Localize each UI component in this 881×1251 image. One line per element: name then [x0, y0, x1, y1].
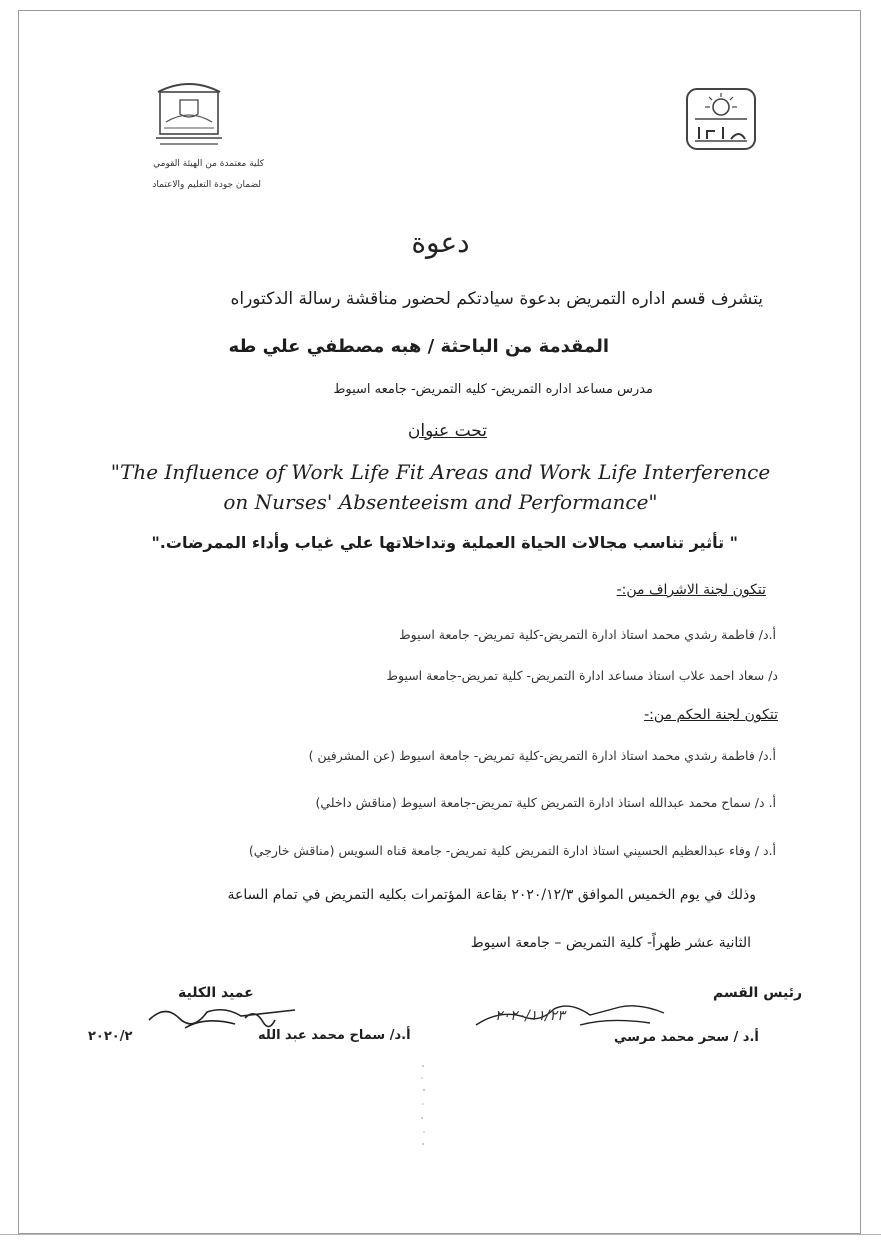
- invitation-title: دعوة: [411, 226, 470, 259]
- department-head-title: رئيس القسم: [713, 985, 803, 1001]
- invitation-intro: يتشرف قسم اداره التمريض بدعوة سيادتكم لحضور مناقشة رسالة الدكتوراه: [230, 289, 763, 309]
- judging-member: أ. د/ سماح محمد عبدالله استاذ ادارة التمريض كلية تمريض-جامعة اسيوط (مناقش داخلي): [315, 795, 776, 810]
- judging-member: أ.د / وفاء عبدالعظيم الحسيني استاذ ادارة التمريض كلية تمريض- جامعة قناه السويس (مناقش خارجي): [248, 843, 776, 858]
- thesis-title-english-line-2: on Nurses' Absenteeism and Performance": [223, 490, 658, 514]
- judging-member: أ.د/ فاطمة رشدي محمد استاذ ادارة التمريض-كلية تمريض- جامعة اسيوط (عن المشرفين ): [308, 748, 776, 763]
- dean-title: عميد الكلية: [178, 985, 254, 1001]
- accreditation-line-2: لضمان جودة التعليم والاعتماد: [152, 180, 261, 190]
- dean-date: ٢٠٢٠/٢: [88, 1029, 133, 1044]
- supervision-member: د/ سعاد احمد علاب استاذ مساعد ادارة التمريض- كلية تمريض-جامعة اسيوط: [386, 668, 778, 683]
- scan-noise-mark: [418, 1060, 428, 1150]
- thesis-title-arabic: " تأثير تناسب مجالات الحياة العملية وتداخلاتها علي غياب وأداء الممرضات.": [151, 533, 738, 552]
- judging-committee-heading: تتكون لجنة الحكم من:-: [644, 707, 778, 723]
- department-head-name: أ.د / سحر محمد مرسي: [614, 1030, 759, 1045]
- dean-name: أ.د/ سماح محمد عبد الله: [258, 1028, 411, 1043]
- scan-edge-line: [0, 1234, 881, 1235]
- researcher-name: المقدمة من الباحثة / هبه مصطفي علي طه: [228, 336, 609, 357]
- thesis-title-english-line-1: "The Influence of Work Life Fit Areas and Work Life Interference: [110, 460, 771, 484]
- accreditation-line-1: كلية معتمدة من الهيئة القومي: [153, 159, 264, 169]
- faculty-seal-logo: [150, 78, 228, 148]
- department-head-handwritten-date: ٢٠٢٠/١١/٢٣: [495, 1008, 565, 1024]
- supervision-member: أ.د/ فاطمة رشدي محمد استاذ ادارة التمريض-كلية تمريض- جامعة اسيوط: [399, 627, 776, 642]
- under-title-label: تحت عنوان: [407, 421, 487, 441]
- page-border: [18, 10, 861, 1234]
- university-logo: [683, 83, 759, 153]
- defense-date-line: وذلك في يوم الخميس الموافق ٢٠٢٠/١٢/٣ بقاعة المؤتمرات بكليه التمريض في تمام الساعة: [227, 887, 756, 903]
- researcher-position: مدرس مساعد اداره التمريض- كليه التمريض- جامعه اسيوط: [333, 382, 653, 397]
- supervision-committee-heading: تتكون لجنة الاشراف من:-: [616, 582, 766, 598]
- defense-time-location-line: الثانية عشر ظهراً- كلية التمريض – جامعة اسيوط: [470, 935, 751, 951]
